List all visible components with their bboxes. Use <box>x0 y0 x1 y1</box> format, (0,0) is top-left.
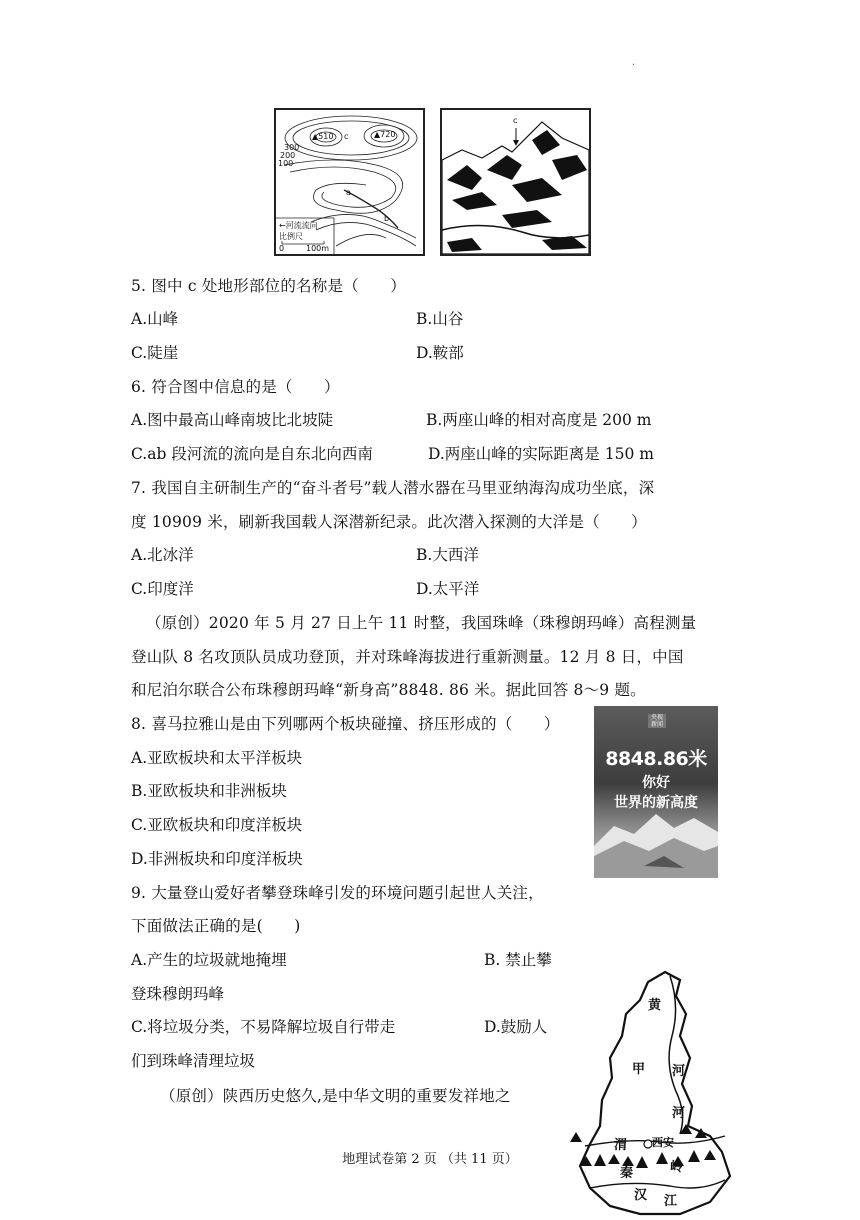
q6-option-c[interactable]: C.ab 段河流的流向是自东北向西南 <box>131 445 373 463</box>
map-label-he1: 河 <box>672 1064 686 1079</box>
photo-caption-line1: 你好 <box>642 775 670 791</box>
shaanxi-intro: （原创）陕西历史悠久,是中华文明的重要发祥地之 <box>160 1087 511 1105</box>
q7-option-d[interactable]: D.太平洋 <box>416 580 480 598</box>
point-c-label: c <box>344 132 349 141</box>
q8-stem: 8. 喜马拉雅山是由下列哪两个板块碰撞、挤压形成的（ ） <box>131 715 560 733</box>
q7-option-c[interactable]: C.印度洋 <box>131 580 194 598</box>
intro-line3: 和尼泊尔联合公布珠穆朗玛峰“新身高”8848. 86 米。据此回答 8～9 题。 <box>131 681 646 699</box>
page-footer: 地理试卷第 2 页 （共 11 页） <box>342 1152 518 1167</box>
intro-line2: 登山队 8 名攻顶队员成功登顶，并对珠峰海拔进行重新测量。12 月 8 日，中国 <box>131 648 684 666</box>
intro-line1: （原创）2020 年 5 月 27 日上午 11 时整，我国珠峰（珠穆朗玛峰）高程测量 <box>146 614 697 632</box>
q9-option-b-part2[interactable]: 登珠穆朗玛峰 <box>131 985 225 1003</box>
map-label-jiang: 江 <box>664 1194 678 1209</box>
contour-map-figure <box>274 108 425 256</box>
contour-300-label: 300 <box>284 143 300 152</box>
top-mark: · <box>632 60 636 71</box>
q8-option-b[interactable]: B.亚欧板块和非洲板块 <box>131 782 287 800</box>
legend-river-flow: ←河流流向 <box>279 221 318 230</box>
q7-option-b[interactable]: B.大西洋 <box>416 546 479 564</box>
q9-option-c[interactable]: C.将垃圾分类，不易降解垃圾自行带走 <box>131 1018 396 1036</box>
q5-option-d[interactable]: D.鞍部 <box>416 344 464 362</box>
contour-100-label: 100 <box>278 159 294 168</box>
q8-option-c[interactable]: C.亚欧板块和印度洋板块 <box>131 816 303 834</box>
map-label-wei: 渭 <box>614 1138 628 1153</box>
q9-option-b-part1[interactable]: B. 禁止攀 <box>484 951 552 969</box>
q9-stem-line1: 9. 大量登山爱好者攀登珠峰引发的环境问题引起世人关注， <box>131 884 544 902</box>
q7-stem-line1: 7. 我国自主研制生产的“奋斗者号”载人潜水器在马里亚纳海沟成功坐底，深 <box>131 479 655 497</box>
photo-caption-line2: 世界的新高度 <box>614 795 698 811</box>
landscape-sketch-figure <box>440 108 591 256</box>
news-logo-badge: 央视 新闻 <box>648 714 666 728</box>
q9-stem-line2: 下面做法正确的是( ) <box>131 917 301 935</box>
shaanxi-outline-graphic <box>560 966 800 1216</box>
q8-option-d[interactable]: D.非洲板块和印度洋板块 <box>131 850 303 868</box>
q5-stem: 5. 图中 c 处地形部位的名称是（ ） <box>131 277 406 295</box>
scale-end: 100m <box>306 244 330 253</box>
contour-200-label: 200 <box>280 151 296 160</box>
point-b-label: b <box>384 214 390 223</box>
q5-option-a[interactable]: A.山峰 <box>131 310 179 328</box>
everest-height-photo <box>594 706 718 878</box>
peak-720-label: ▲720 <box>374 130 396 139</box>
map-label-jia: 甲 <box>632 1062 646 1077</box>
q9-option-a[interactable]: A.产生的垃圾就地掩埋 <box>131 951 287 969</box>
peak-510-label: ▲510 <box>312 132 334 141</box>
q9-option-d-part2[interactable]: 们到珠峰清理垃圾 <box>131 1052 256 1070</box>
map-label-huang: 黄 <box>648 998 662 1013</box>
sketch-point-c-label: c <box>513 116 518 125</box>
q6-option-b[interactable]: B.两座山峰的相对高度是 200 m <box>426 411 652 429</box>
map-label-xian: 西安 <box>652 1136 674 1149</box>
map-label-han: 汉 <box>634 1188 648 1203</box>
q6-stem: 6. 符合图中信息的是（ ） <box>131 378 340 396</box>
q5-option-b[interactable]: B.山谷 <box>416 310 464 328</box>
mountain-sketch-graphic <box>442 110 589 254</box>
q5-option-c[interactable]: C.陡崖 <box>131 344 179 362</box>
q6-option-d[interactable]: D.两座山峰的实际距离是 150 m <box>428 445 654 463</box>
q7-option-a[interactable]: A.北冰洋 <box>131 546 194 564</box>
point-a-label: a <box>346 188 351 197</box>
q9-option-d-part1[interactable]: D.鼓励人 <box>484 1018 548 1036</box>
q6-option-a[interactable]: A.图中最高山峰南坡比北坡陡 <box>131 411 334 429</box>
scale-zero: 0 <box>279 244 285 253</box>
q8-option-a[interactable]: A.亚欧板块和太平洋板块 <box>131 749 303 767</box>
map-label-he2: 河 <box>672 1106 686 1121</box>
map-label-qin: 秦 <box>620 1166 634 1181</box>
map-label-ling: 岭 <box>670 1160 684 1175</box>
q7-stem-line2: 度 10909 米，刷新我国载人深潜新纪录。此次潜入探测的大洋是（ ） <box>131 513 647 531</box>
legend-scale-label: 比例尺 <box>279 232 303 241</box>
photo-height-text: 8848.86米 <box>605 748 707 770</box>
shaanxi-map-figure <box>560 966 800 1216</box>
